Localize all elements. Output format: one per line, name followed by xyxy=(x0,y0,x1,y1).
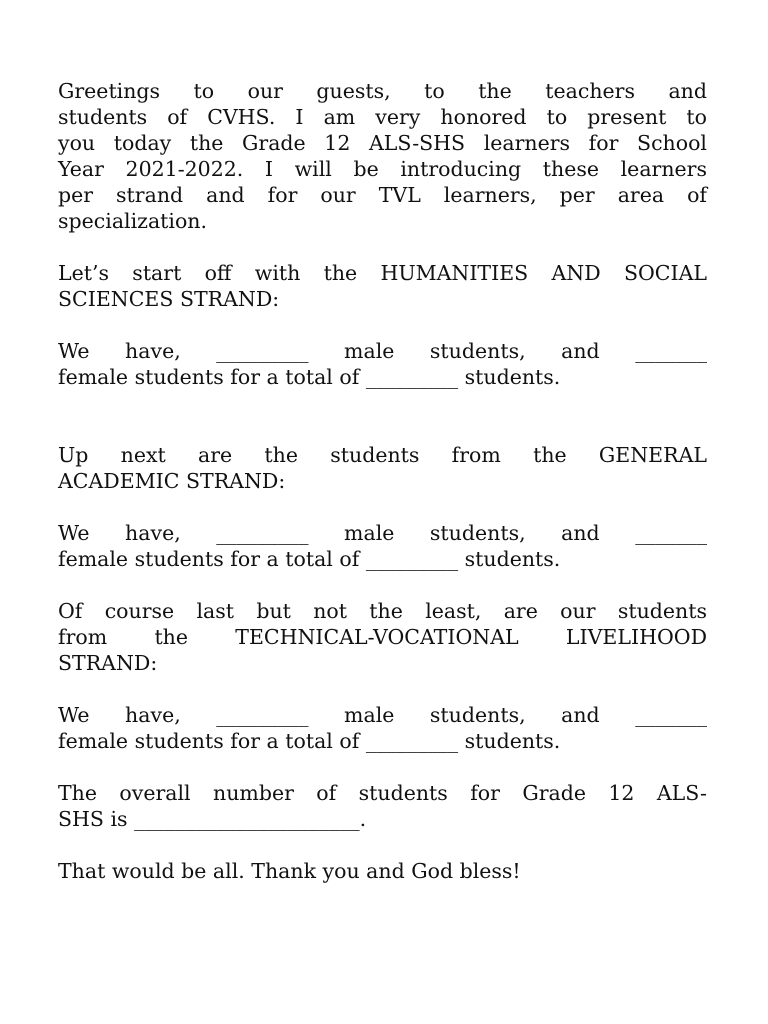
overall-paragraph xyxy=(58,780,707,832)
heading-line: STRAND: xyxy=(58,651,158,675)
counts-text: students. xyxy=(464,729,561,753)
counts-text: We have, xyxy=(58,339,181,363)
intro-line: per strand and for our TVL learners, per area of xyxy=(58,183,707,207)
intro-line: Year 2021-2022. I will be introducing these learners xyxy=(58,157,707,181)
female-count-blank: _______ xyxy=(635,521,707,545)
counts-text: male students, and xyxy=(344,521,600,545)
counts-text: students. xyxy=(464,365,561,389)
intro-line: students of CVHS. I am very honored to present to xyxy=(58,105,707,129)
counts-text: students. xyxy=(464,547,561,571)
counts-text: male students, and xyxy=(344,703,600,727)
counts-line xyxy=(58,520,707,546)
intro-line: Greetings to our guests, to the teachers and xyxy=(58,79,707,103)
document-page xyxy=(58,78,707,884)
total-count-blank: _________ xyxy=(365,547,459,571)
male-count-blank: _________ xyxy=(216,339,309,363)
intro-line: specialization. xyxy=(58,209,208,233)
humss-counts xyxy=(58,338,707,390)
gas-counts xyxy=(58,520,707,572)
male-count-blank: _________ xyxy=(216,703,309,727)
closing-paragraph xyxy=(58,858,707,884)
male-count-blank: _________ xyxy=(216,521,309,545)
counts-line xyxy=(58,728,707,754)
counts-line xyxy=(58,702,707,728)
spacer xyxy=(58,676,707,702)
counts-text: female students for a total of xyxy=(58,729,360,753)
counts-text: female students for a total of xyxy=(58,547,360,571)
counts-text: We have, xyxy=(58,703,181,727)
heading-line: Let’s start off with the HUMANITIES AND SOCIAL xyxy=(58,261,707,285)
counts-line xyxy=(58,546,707,572)
intro-line: you today the Grade 12 ALS-SHS learners for School xyxy=(58,131,707,155)
gas-heading xyxy=(58,442,707,494)
counts-text: female students for a total of xyxy=(58,365,360,389)
spacer xyxy=(58,390,707,442)
spacer xyxy=(58,754,707,780)
overall-text: SHS is xyxy=(58,807,128,831)
female-count-blank: _______ xyxy=(635,703,707,727)
overall-text: . xyxy=(359,807,367,831)
heading-line: Up next are the students from the GENERAL xyxy=(58,443,707,467)
heading-line: from the TECHNICAL-VOCATIONAL LIVELIHOOD xyxy=(58,625,707,649)
heading-line: Of course last but not the least, are our students xyxy=(58,599,707,623)
intro-paragraph xyxy=(58,78,707,234)
total-count-blank: _________ xyxy=(365,365,459,389)
overall-total-blank: ______________________ xyxy=(134,807,360,831)
spacer xyxy=(58,572,707,598)
tvl-heading xyxy=(58,598,707,676)
spacer xyxy=(58,494,707,520)
counts-line xyxy=(58,364,707,390)
spacer xyxy=(58,312,707,338)
overall-line: The overall number of students for Grade 12 ALS- xyxy=(58,781,707,805)
counts-text: male students, and xyxy=(344,339,600,363)
counts-line xyxy=(58,338,707,364)
closing-line: That would be all. Thank you and God bless! xyxy=(58,859,521,883)
overall-line xyxy=(58,806,707,832)
heading-line: ACADEMIC STRAND: xyxy=(58,469,286,493)
heading-line: SCIENCES STRAND: xyxy=(58,287,280,311)
tvl-counts xyxy=(58,702,707,754)
spacer xyxy=(58,234,707,260)
female-count-blank: _______ xyxy=(635,339,707,363)
counts-text: We have, xyxy=(58,521,181,545)
total-count-blank: _________ xyxy=(365,729,459,753)
humss-heading xyxy=(58,260,707,312)
spacer xyxy=(58,832,707,858)
